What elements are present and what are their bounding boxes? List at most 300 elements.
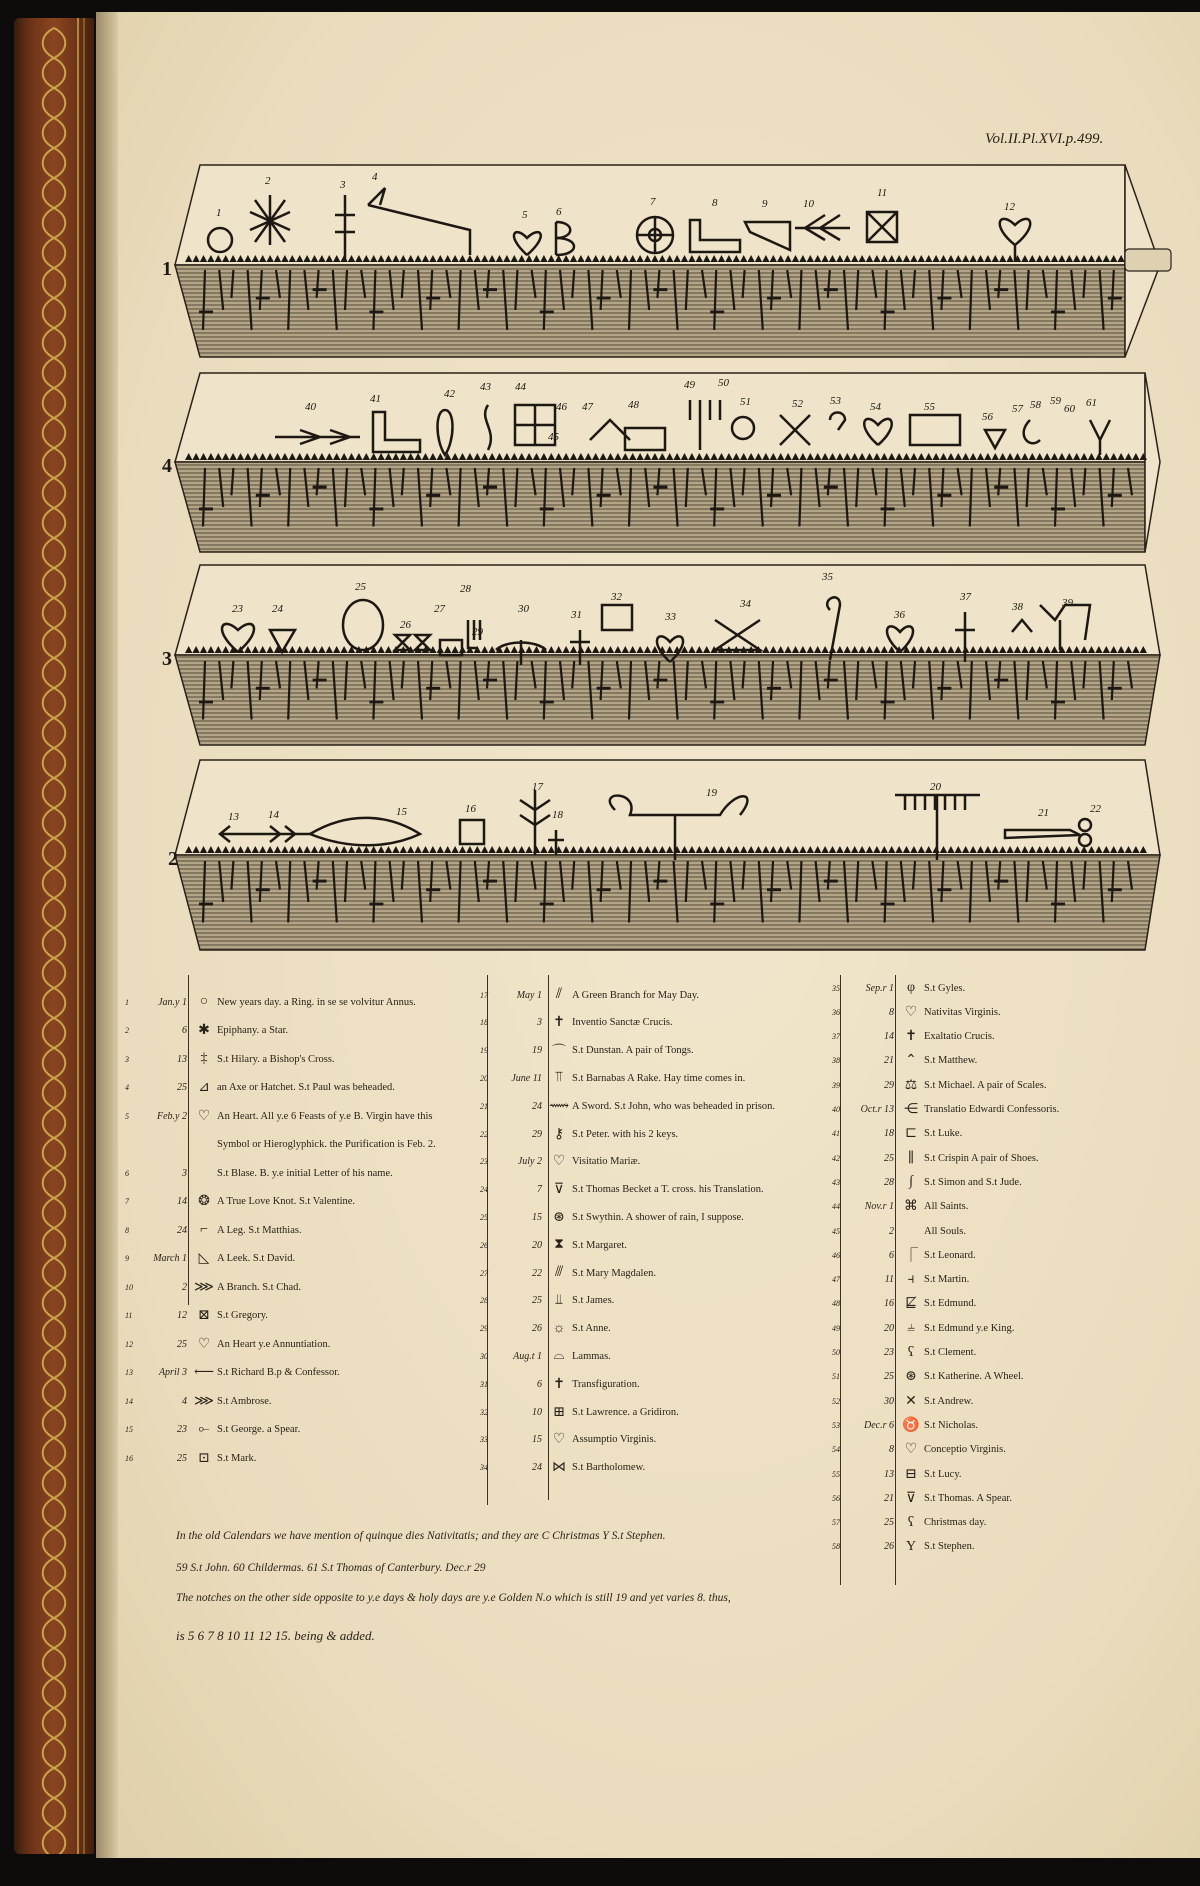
legend-entry [832,1537,974,1557]
legend-entry [480,985,699,1005]
legend-entry [832,1124,962,1144]
legend-entry [480,1096,775,1116]
entry-description: S.t Bartholomew. [572,1462,646,1474]
legend-entry [125,1106,432,1126]
entry-description: S.t Gyles. [924,982,966,994]
entry-date: 14 [177,1196,187,1207]
entry-description: S.t Crispin A pair of Shoes. [924,1152,1039,1164]
entry-description: S.t Clement. [924,1347,977,1358]
entry-number: 5 [125,1111,129,1121]
margaret-icon: ⧗ [554,1237,564,1253]
ring-icon: ○ [199,994,209,1009]
symbol-number: 27 [434,603,445,615]
spear-icon: ⟜ [198,1421,210,1437]
entry-date: 10 [532,1406,542,1418]
entry-description: A Branch. S.t Chad. [217,1281,301,1293]
entry-number: 39 [832,1080,840,1090]
entry-date: 15 [532,1211,542,1223]
symbol-number: 1 [216,207,222,219]
entry-number: 48 [832,1299,840,1309]
symbol-number: 54 [870,401,881,413]
entry-date: 29 [532,1128,542,1140]
entry-number: 31 [480,1379,488,1389]
entry-number: 32 [480,1407,488,1417]
symbol-number: 52 [792,398,803,410]
entry-description: Transfiguration. [572,1378,640,1390]
legend-entry [125,1420,300,1440]
symbol-number: 31 [571,609,582,621]
entry-date: June 11 [511,1072,542,1084]
legend-entry [832,1197,968,1217]
entry-number: 28 [480,1296,488,1306]
legend-entry [480,1430,656,1450]
entry-number: 54 [832,1445,840,1455]
cross-icon: ✝ [905,1029,917,1045]
entry-number: 38 [832,1056,840,1066]
legend-entry [125,1078,395,1098]
heart-icon: ♡ [904,1004,918,1020]
symbol-number: 34 [740,598,751,610]
arrows-icon: ⋙ [194,1393,214,1409]
mark-icon: ⊡ [198,1450,210,1466]
entry-number: 36 [832,1007,840,1017]
legend-entry [832,1440,1006,1460]
entry-date: May 1 [516,989,542,1001]
clog-face-row-4 [175,373,1160,552]
legend-entry [480,1041,694,1061]
legend-entry [832,1367,1024,1387]
entry-date: 16 [884,1298,894,1310]
entry-date: 21 [884,1492,894,1504]
symbol-number: 53 [830,395,841,407]
entry-description: S.t Nicholas. [924,1419,978,1431]
legend-entry [832,1488,1012,1508]
entry-number: 3 [125,1054,129,1064]
entry-number: 1 [125,997,129,1007]
entry-date: Jan.y 1 [158,996,187,1008]
entry-description: Epiphany. a Star. [217,1025,289,1036]
symbol-number: 9 [762,198,768,210]
entry-description: All Saints. [924,1201,969,1213]
symbol-number: 42 [444,388,455,400]
clog-face-row-1 [175,165,1171,357]
entry-number: 40 [832,1105,840,1114]
love-knot-icon: ❂ [198,1194,210,1209]
entry-description: S.t Luke. [924,1128,963,1140]
legend-entry [832,1513,986,1533]
entry-date: April 3 [158,1367,187,1378]
symbol-number: 20 [930,781,941,793]
legend-entry [125,1277,301,1297]
leek-icon: ◺ [198,1251,210,1266]
entry-description: S.t Richard B.p & Confessor. [217,1367,340,1378]
entry-date: 29 [884,1079,894,1091]
entry-number: 10 [125,1282,133,1292]
legend-entry [832,1051,977,1071]
entry-description: A Leg. S.t Matthias. [217,1224,302,1236]
symbol-number: 13 [228,811,239,823]
symbol-number: 30 [518,603,529,615]
entry-date: 14 [884,1031,894,1043]
symbol-number: 21 [1038,807,1049,819]
t-cross-icon: ⊽ [553,1182,565,1198]
entry-description: A Sword. S.t John, who was beheaded in prison. [572,1100,775,1112]
legend-entry [480,1124,678,1144]
entry-date: 15 [532,1434,542,1446]
symbol-number: 6 [556,206,562,218]
entry-date: 24 [177,1224,187,1236]
entry-description: S.t Peter. with his 2 keys. [572,1128,679,1140]
entry-date: 24 [532,1462,542,1474]
symbol-number: 3 [340,179,346,191]
stephen-icon: Y [905,1538,917,1554]
entry-number: 53 [832,1420,840,1430]
entry-date: 25 [532,1295,542,1307]
entry-date: July 2 [517,1156,542,1168]
entry-date: 25 [177,1082,187,1093]
green-branch-icon: ⫽ [555,987,563,1002]
tongs-icon: ⌒ [552,1044,566,1060]
symbol-number: 44 [515,381,526,393]
symbol-number: 33 [665,611,676,623]
legend-entry [125,1049,335,1069]
entry-description: S.t Ambrose. [217,1395,272,1407]
entry-date: 25 [884,1517,894,1529]
heart-icon: ♡ [552,1432,566,1448]
entry-number: 52 [832,1396,840,1406]
symbol-number: 59 [1050,395,1061,407]
entry-number: 14 [125,1396,133,1406]
symbol-number: 45 [548,431,559,443]
legend-entry [480,1152,640,1172]
legend-entry [125,1220,302,1240]
entry-date: 19 [532,1045,542,1057]
entry-description: S.t Martin. [924,1274,970,1286]
leg-icon: ⌐ [200,1222,208,1237]
entry-description: S.t Stephen. [924,1541,975,1553]
symbol-number: 60 [1064,403,1075,415]
entry-description: S.t Swythin. A shower of rain, I suppose. [572,1211,744,1223]
entry-description: S.t Mary Magdalen. [572,1267,656,1279]
entry-description: S.t Thomas Becket a T. cross. his Translation. [572,1184,764,1196]
entry-number: 8 [125,1225,129,1235]
legend-entry [832,1391,973,1411]
nicholas-icon: ♉ [902,1417,920,1433]
gyles-icon: φ [906,980,916,995]
legend-entry [832,1148,1039,1168]
luke-icon: ⊏ [905,1126,917,1142]
symbol-number: 2 [265,175,271,187]
legend-entry [125,1249,295,1269]
entry-date: 6 [889,1249,894,1261]
entry-date: 6 [182,1025,187,1036]
entry-number: 58 [832,1542,840,1552]
entry-description: Inventio Sanctæ Crucis. [572,1017,673,1029]
symbol-number: 17 [532,781,543,793]
bartholomew-icon: ⋈ [552,1460,566,1476]
legend-entry [125,1021,288,1041]
legend-entry [832,1245,976,1265]
anne-icon: ☼ [552,1320,566,1336]
legend-entry [832,1027,995,1047]
entry-description: S.t Matthew. [924,1055,978,1067]
entry-number: 27 [480,1268,488,1278]
entry-number: 16 [125,1453,133,1463]
entry-date: Nov.r 1 [864,1201,894,1213]
heart-icon: ♡ [552,1154,566,1170]
leonard-icon: ⎾ [904,1249,918,1265]
legend-entry [832,1318,1014,1338]
entry-date: 11 [884,1274,894,1286]
entry-number: 35 [832,983,840,993]
entry-number: 21 [480,1101,488,1111]
symbol-number: 22 [1090,803,1101,815]
entry-number: 46 [832,1250,840,1260]
symbol-number: 26 [400,619,411,631]
entry-description: S.t Lucy. [924,1468,962,1480]
legend-entry [832,1343,976,1363]
entry-number: 12 [125,1339,133,1349]
entry-date: 18 [884,1128,894,1140]
entry-date: 22 [532,1267,542,1279]
entry-description: Translatio Edwardi Confessoris. [924,1104,1060,1115]
entry-number: 44 [832,1202,840,1212]
symbol-number: 38 [1012,601,1023,613]
row-label-1: 1 [162,258,172,280]
symbol-number: 36 [894,609,905,621]
christmas-icon: ʕ [907,1514,915,1530]
legend-entry [832,1100,1059,1120]
legend-entry [832,1002,1001,1022]
spear-down-icon: ⊽ [905,1490,917,1506]
symbol-number: 24 [272,603,283,615]
scales-icon: ⚖ [904,1077,918,1093]
legend-entry [125,1391,272,1411]
entry-description: S.t Thomas. A Spear. [924,1492,1012,1504]
shower-icon: ⊛ [553,1209,565,1225]
entry-number: 41 [832,1129,840,1139]
wheel-icon: ⊛ [905,1369,917,1385]
entry-description: S.t Anne. [572,1323,611,1335]
entry-number: 50 [832,1348,840,1357]
heart-icon: ♡ [904,1442,918,1458]
entry-description: An Heart y.e Annuntiation. [217,1338,331,1350]
legend-entry [125,1448,256,1468]
entry-date: Sep.r 1 [865,982,894,994]
symbol-number: 29 [472,626,483,638]
symbol-number: 49 [684,379,695,391]
legend-entry [480,1263,656,1283]
symbol-number: 8 [712,197,718,209]
bishops-cross-icon: ‡ [200,1051,208,1066]
entry-number: 9 [125,1254,129,1263]
cross-icon: ✝ [553,1376,565,1392]
symbol-number: 48 [628,399,639,411]
legend-entry [832,1075,1046,1095]
symbol-number: 12 [1004,201,1015,213]
clement-icon: ʕ [907,1344,915,1360]
entry-description: All Souls. [924,1225,967,1237]
gridiron-icon: ⊞ [553,1404,565,1420]
entry-number: 47 [832,1275,840,1285]
entry-number: 11 [125,1311,133,1320]
entry-number: 2 [125,1026,129,1035]
legend-entry [480,1013,673,1033]
legend-entry [480,1207,744,1227]
heart-icon: ♡ [197,1336,211,1352]
entry-number: 15 [125,1425,133,1434]
entry-number: 4 [125,1083,129,1092]
entry-date: 2 [889,1225,894,1237]
legend-entry [125,1363,340,1383]
entry-date: 25 [177,1338,187,1350]
symbol-number: 41 [370,393,381,405]
symbol-number: 57 [1012,403,1023,415]
entry-date: Oct.r 13 [860,1104,894,1115]
entry-number: 29 [480,1324,488,1334]
entry-number: 24 [480,1185,488,1195]
entry-number: 7 [125,1197,129,1206]
symbol-number: 10 [803,198,814,210]
entry-description: S.t Michael. A pair of Scales. [924,1079,1047,1091]
symbol-number: 32 [611,591,622,603]
legend-entry [480,1068,745,1088]
edward-icon: ⋲ [904,1102,918,1117]
legend-entry [480,1374,640,1394]
entry-number: 51 [832,1372,840,1382]
entry-date: 6 [537,1378,542,1390]
symbol-number: 35 [822,571,833,583]
entry-date: 25 [884,1371,894,1383]
entry-number: 19 [480,1046,488,1056]
entry-date: 25 [884,1152,894,1164]
symbol-number: 11 [877,187,888,199]
note-line-3: The notches on the other side opposite to y.e days & holy days are y.e Golden N.o which is still 19 and yet varies 8. thus, [176,1592,731,1604]
entry-number: 45 [832,1226,840,1236]
row-label-3: 3 [162,648,172,670]
entry-description: S.t Gregory. [217,1310,268,1321]
legend-entry [480,1346,611,1366]
symbol-number: 43 [480,381,491,393]
entry-number: 13 [125,1368,133,1377]
legend-entry [480,1291,614,1311]
row-label-4: 4 [162,455,172,477]
legend-entry [832,1415,978,1435]
legend-entry [125,1334,330,1354]
legend-entry [125,1306,268,1326]
symbol-number: 25 [355,581,366,593]
symbol-number: 19 [706,787,717,799]
edmund-king-icon: ⫨ [907,1320,915,1336]
entry-description: Assumptio Virginis. [572,1434,657,1446]
entry-number: 34 [480,1463,488,1473]
magdalen-icon: ⫻ [554,1265,564,1280]
entry-number: 25 [480,1212,488,1222]
entry-date: Dec.r 6 [864,1419,894,1431]
plate-reference: Vol.II.Pl.XVI.p.499. [985,131,1104,147]
rake-icon: ⫪ [555,1070,563,1086]
keys-icon: ⚷ [553,1126,565,1142]
entry-description: S.t Edmund. [924,1298,977,1310]
entry-number: 56 [832,1493,840,1503]
entry-date: 3 [537,1017,542,1029]
entry-description: Lammas. [572,1350,611,1362]
entry-number: 30 [480,1351,488,1361]
entry-description: A True Love Knot. S.t Valentine. [217,1196,356,1207]
legend-entry [125,1135,436,1155]
symbol-number: 5 [522,209,528,221]
entry-description: S.t Simon and S.t Jude. [924,1176,1022,1188]
clog-face-row-3 [175,565,1160,745]
shoes-icon: ∥ [907,1150,915,1166]
entry-date: 28 [884,1176,894,1188]
entry-description: S.t Blase. B. y.e initial Letter of his name. [217,1167,393,1179]
symbol-number: 47 [582,401,593,413]
legend-entry [480,1319,611,1339]
entry-number: 42 [832,1153,840,1163]
entry-description: S.t Lawrence. a Gridiron. [572,1406,679,1418]
entry-description: A Green Branch for May Day. [572,989,700,1001]
note-line-1: In the old Calendars we have mention of quinque dies Nativitatis; and they are C Christmas Y S.t Stephen. [176,1530,666,1542]
clog-face-row-2 [175,760,1160,950]
all-saints-icon: ⌘ [904,1199,918,1215]
symbol-number: 28 [460,583,471,595]
entry-number: 22 [480,1129,488,1139]
entry-description: Nativitas Virginis. [924,1006,1001,1018]
legend-entry [832,1221,966,1241]
arrow-icon: ⟵ [193,1365,215,1380]
legend-entry [480,1458,645,1478]
axe-icon: ⊿ [198,1080,210,1095]
entry-date: 3 [182,1167,187,1179]
entry-number: 26 [480,1240,488,1250]
legend-entry [832,1172,1022,1192]
symbol-number: 51 [740,396,751,408]
entry-date: Feb.y 2 [157,1110,187,1122]
entry-date: 30 [884,1395,894,1407]
entry-description: S.t James. [572,1295,615,1307]
legend-entry [480,1180,764,1200]
legend-entry [832,1464,962,1484]
legend-entry [480,1235,627,1255]
symbol-number: 37 [960,591,971,603]
entry-description: S.t Barnabas A Rake. Hay time comes in. [572,1072,746,1084]
entry-description: Visitatio Mariæ. [572,1156,641,1168]
row-label-2: 2 [168,848,178,870]
symbol-number: 15 [396,806,407,818]
entry-description: S.t Hilary. a Bishop's Cross. [217,1053,335,1065]
symbol-number: 50 [718,377,729,389]
sword-icon: ⟿ [548,1098,570,1114]
entry-date: 13 [884,1468,894,1480]
entry-number: 18 [480,1018,488,1028]
entry-date: 4 [182,1395,187,1407]
entry-date: 20 [884,1322,894,1334]
entry-description: S.t Andrew. [924,1395,974,1407]
symbol-number: 40 [305,401,316,413]
saltire-icon: ✕ [905,1393,917,1409]
entry-date: 20 [532,1239,542,1251]
symbol-number: 39 [1062,597,1073,609]
simon-jude-icon: ∫ [909,1174,913,1190]
entry-date: 25 [177,1452,187,1464]
entry-description: An Heart. All y.e 6 Feasts of y.e B. Virgin have this [217,1110,433,1122]
note-line-4: is 5 6 7 8 10 11 12 15. being & added. [176,1628,375,1643]
entry-date: 23 [177,1424,187,1435]
entry-description: an Axe or Hatchet. S.t Paul was beheaded. [217,1082,395,1093]
entry-description: S.t George. a Spear. [217,1424,301,1435]
entry-description: Symbol or Hieroglyphick. the Purification is Feb. 2. [217,1139,436,1150]
